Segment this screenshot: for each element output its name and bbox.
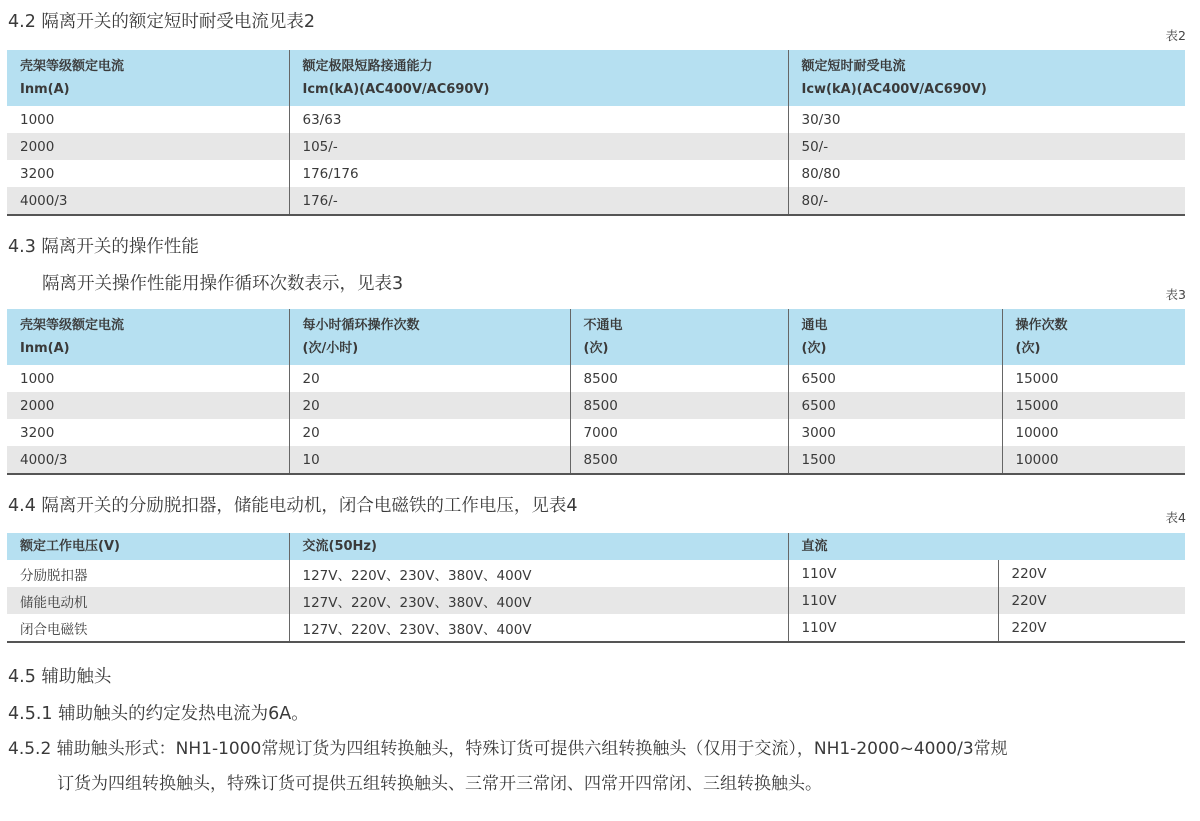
table-row (7, 187, 1185, 215)
table4-header-cell: 额定工作电压(V) (7, 533, 289, 560)
table-cell: 176/176 (289, 160, 788, 187)
table-row (7, 365, 1185, 392)
table-4 (7, 533, 1185, 643)
table-cell: 176/- (289, 187, 788, 215)
table-cell: 8500 (570, 392, 788, 419)
section-4-5-heading: 4.5 辅助触头 (8, 667, 112, 687)
section-4-3-subtext: 隔离开关操作性能用操作循环次数表示，见表3 (42, 274, 404, 294)
table-cell: 8500 (570, 446, 788, 474)
table-row (7, 160, 1185, 187)
table3-header-cell: 操作次数 (次) (1002, 309, 1185, 365)
table-cell: 分励脱扣器 (20, 567, 88, 584)
table2-caption: 表2 (1165, 28, 1186, 43)
table-cell: 220V (998, 587, 1185, 614)
table-row (7, 560, 1185, 587)
table-cell: 1500 (788, 446, 1002, 474)
table2-header-cell: 额定短时耐受电流 Icw(kA)(AC400V/AC690V) (788, 50, 1185, 106)
table-row (7, 133, 1185, 160)
table-cell: 10000 (1002, 419, 1185, 446)
table-cell: 80/80 (788, 160, 1185, 187)
table-cell: 127V、220V、230V、380V、400V (289, 560, 788, 587)
table-row (7, 106, 1185, 133)
table-cell: 220V (998, 614, 1185, 642)
table-cell: 1000 (20, 111, 55, 128)
table3-header-cell: 通电 (次) (788, 309, 1002, 365)
paragraph-4-5-2: 4.5.2 辅助触头形式：NH1-1000常规订货为四组转换触头，特殊订货可提供六组转换触头（仅用于交流），NH1-2000~4000/3常规 (8, 739, 1008, 759)
table3-header-cell: 壳架等级额定电流 Inm(A) (7, 309, 289, 365)
table4-header-cell: 直流 (788, 533, 1185, 560)
table-cell: 3200 (20, 424, 55, 441)
table3-caption: 表3 (1165, 287, 1186, 302)
paragraph-4-5-1: 4.5.1 辅助触头的约定发热电流为6A。 (8, 704, 309, 724)
table-cell: 2000 (7, 392, 289, 419)
table4-caption: 表4 (1165, 510, 1186, 525)
table-cell: 6500 (788, 365, 1002, 392)
table-3 (7, 309, 1185, 475)
table-cell: 8500 (570, 365, 788, 392)
table-cell: 50/- (788, 133, 1185, 160)
table-cell: 10 (289, 446, 570, 474)
table-cell: 20 (289, 419, 570, 446)
table-2 (7, 50, 1185, 216)
table-cell: 20 (289, 365, 570, 392)
table2-header-cell: 壳架等级额定电流 Inm(A) (7, 50, 289, 106)
table-cell: 10000 (1002, 446, 1185, 474)
table3-header-cell: 不通电 (次) (570, 309, 788, 365)
table-cell: 7000 (570, 419, 788, 446)
table-cell: 220V (998, 560, 1185, 587)
table-row (7, 587, 1185, 614)
table-cell: 储能电动机 (7, 587, 289, 614)
table-cell: 110V (788, 560, 998, 587)
table-cell: 110V (788, 614, 998, 642)
table-row (7, 446, 1185, 474)
paragraph-4-5-2-cont: 订货为四组转换触头，特殊订货可提供五组转换触头、三常开三常闭、四常开四常闭、三组转换触头。 (57, 774, 822, 794)
table-row (7, 614, 1185, 642)
table-cell: 110V (788, 587, 998, 614)
table-cell: 6500 (788, 392, 1002, 419)
table-cell: 15000 (1002, 392, 1185, 419)
table-cell: 20 (289, 392, 570, 419)
table-cell: 63/63 (289, 106, 788, 133)
section-4-3-heading: 4.3 隔离开关的操作性能 (8, 237, 199, 257)
table4-header-cell: 交流(50Hz) (289, 533, 788, 560)
table-cell: 1000 (20, 370, 55, 387)
table-cell: 闭合电磁铁 (7, 614, 289, 642)
table-cell: 2000 (7, 133, 289, 160)
table-cell: 80/- (788, 187, 1185, 215)
table-cell: 4000/3 (7, 446, 289, 474)
table-row (7, 392, 1185, 419)
section-4-4-heading: 4.4 隔离开关的分励脱扣器，储能电动机，闭合电磁铁的工作电压，见表4 (8, 496, 578, 516)
table-row (7, 419, 1185, 446)
table-cell: 127V、220V、230V、380V、400V (289, 587, 788, 614)
table-cell: 105/- (289, 133, 788, 160)
table-cell: 3000 (788, 419, 1002, 446)
section-4-2-heading: 4.2 隔离开关的额定短时耐受电流见表2 (8, 12, 316, 32)
table-cell: 4000/3 (7, 187, 289, 215)
table-cell: 127V、220V、230V、380V、400V (289, 614, 788, 642)
table-cell: 30/30 (788, 106, 1185, 133)
table-cell: 15000 (1002, 365, 1185, 392)
table2-header-cell: 额定极限短路接通能力 Icm(kA)(AC400V/AC690V) (289, 50, 788, 106)
table3-header-cell: 每小时循环操作次数 (次/小时) (289, 309, 570, 365)
table-cell: 3200 (20, 165, 55, 182)
